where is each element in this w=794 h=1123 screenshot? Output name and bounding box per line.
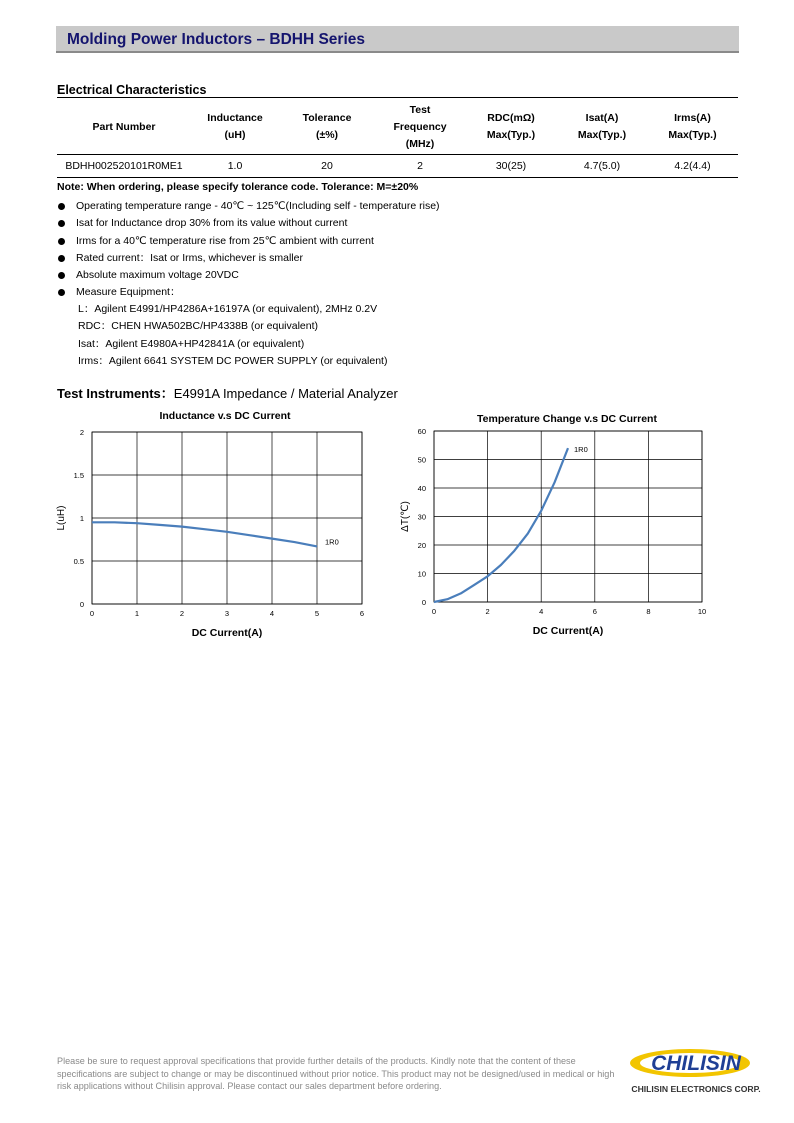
x-tick-label: 4 — [269, 609, 275, 618]
y-tick-label: 1 — [79, 514, 84, 523]
y-tick-label: 10 — [417, 569, 426, 579]
x-tick-label: 3 — [224, 609, 230, 618]
test-instruments-value: E4991A Impedance / Material Analyzer — [173, 386, 398, 401]
chart-title: Temperature Change v.s DC Current — [477, 413, 657, 425]
bullet-dot-icon — [58, 289, 65, 296]
list-item: Measure Equipment： — [57, 284, 440, 301]
x-tick-label: 5 — [314, 609, 320, 618]
list-item: Rated current：Isat or Irms, whichever is smaller — [57, 250, 440, 267]
cell-part-number: BDHH002520101R0ME1 — [57, 154, 191, 177]
x-tick-label: 10 — [697, 607, 707, 616]
header-inductance: Inductance (uH) — [191, 101, 279, 154]
svg-text:CHILISIN ELECTRONICS CORP.: CHILISIN ELECTRONICS CORP. — [631, 1084, 761, 1094]
table-row — [57, 154, 738, 177]
bullet-dot-icon — [58, 238, 65, 245]
cell-tolerance: 20 — [279, 154, 375, 177]
y-tick-label: 60 — [417, 427, 426, 436]
y-tick-label: 0 — [79, 600, 84, 609]
header-irms: Irms(A) Max(Typ.) — [647, 101, 738, 154]
y-tick-label: 1.5 — [73, 471, 84, 480]
bullet-dot-icon — [58, 203, 65, 210]
x-axis-label: DC Current(A) — [191, 627, 263, 639]
y-axis-label: ΔT(℃) — [400, 501, 411, 532]
equipment-item: Irms：Agilent 6641 SYSTEM DC POWER SUPPLY (or equivalent) — [78, 354, 388, 367]
x-axis-label: DC Current(A) — [532, 625, 604, 637]
chilisin-logo — [628, 1048, 766, 1096]
x-tick-label: 6 — [359, 609, 365, 618]
header-tolerance: Tolerance (±%) — [279, 101, 375, 154]
bullet-dot-icon — [58, 220, 65, 227]
y-axis-label: L(uH) — [56, 505, 67, 531]
header-isat: Isat(A) Max(Typ.) — [557, 101, 647, 154]
list-item: Irms for a 40℃ temperature rise from 25℃ ambient with current — [57, 233, 440, 250]
specification-bullets — [57, 198, 440, 302]
section-rule — [57, 97, 738, 98]
footer-disclaimer: Please be sure to request approval specifications that provide further details of the products. Kindly note that the content of these specifications are subject to change or may be discontinued without prior notice. This product may not be designed/used in medical or high risk applications without Chilisin approval. Please contact our sales department before ordering. — [57, 1056, 615, 1091]
x-tick-label: 2 — [485, 607, 490, 616]
x-tick-label: 1 — [134, 609, 140, 618]
list-item: Isat for Inductance drop 30% from its value without current — [57, 215, 440, 232]
header-rdc: RDC(mΩ) Max(Typ.) — [465, 101, 557, 154]
ordering-note: Note: When ordering, please specify tolerance code. Tolerance: M=±20% — [57, 181, 419, 193]
list-item: Operating temperature range - 40℃ ~ 125℃(Including self - temperature rise) — [57, 198, 440, 215]
equipment-item: RDC：CHEN HWA502BC/HP4338B (or equivalent) — [78, 320, 319, 333]
header-part-number: Part Number — [57, 101, 191, 154]
header-band — [56, 26, 739, 53]
cell-inductance: 1.0 — [191, 154, 279, 177]
y-tick-label: 0.5 — [73, 557, 84, 566]
series-label: 1R0 — [325, 537, 339, 547]
x-tick-label: 0 — [89, 609, 95, 618]
cell-irms: 4.2(4.4) — [647, 154, 738, 177]
cell-isat: 4.7(5.0) — [557, 154, 647, 177]
y-tick-label: 50 — [417, 455, 426, 465]
x-tick-label: 2 — [179, 609, 185, 618]
section-title: Electrical Characteristics — [57, 83, 207, 97]
y-tick-label: 0 — [421, 598, 426, 607]
svg-text:CHILISIN: CHILISIN — [651, 1052, 741, 1075]
table-header-row — [57, 101, 738, 154]
chart-title: Inductance v.s DC Current — [159, 410, 291, 422]
test-instruments-label: Test Instruments： — [57, 386, 174, 401]
page-title: Molding Power Inductors – BDHH Series — [67, 31, 365, 48]
test-instruments — [57, 383, 398, 402]
y-tick-label: 20 — [417, 541, 426, 550]
electrical-characteristics-table — [57, 101, 738, 178]
y-tick-label: 40 — [417, 484, 426, 493]
cell-rdc: 30(25) — [465, 154, 557, 177]
equipment-item: L：Agilent E4991/HP4286A+16197A (or equivalent), 2MHz 0.2V — [78, 303, 378, 315]
x-tick-label: 0 — [431, 607, 437, 616]
x-tick-label: 6 — [592, 607, 597, 616]
x-tick-label: 4 — [539, 607, 544, 616]
measure-equipment-list — [78, 301, 387, 370]
temperature-chart — [395, 405, 720, 645]
header-test-frequency: Test Frequency (MHz) — [375, 101, 465, 154]
cell-test-frequency: 2 — [375, 154, 465, 177]
series-label: 1R0 — [574, 445, 588, 455]
x-tick-label: 8 — [646, 607, 651, 616]
list-item: Absolute maximum voltage 20VDC — [57, 267, 440, 284]
bullet-dot-icon — [58, 272, 65, 279]
inductance-chart — [50, 405, 380, 645]
equipment-item: Isat：Agilent E4980A+HP42841A (or equivalent) — [78, 337, 305, 350]
y-tick-label: 30 — [417, 512, 426, 522]
y-tick-label: 2 — [79, 428, 84, 437]
bullet-dot-icon — [58, 255, 65, 262]
